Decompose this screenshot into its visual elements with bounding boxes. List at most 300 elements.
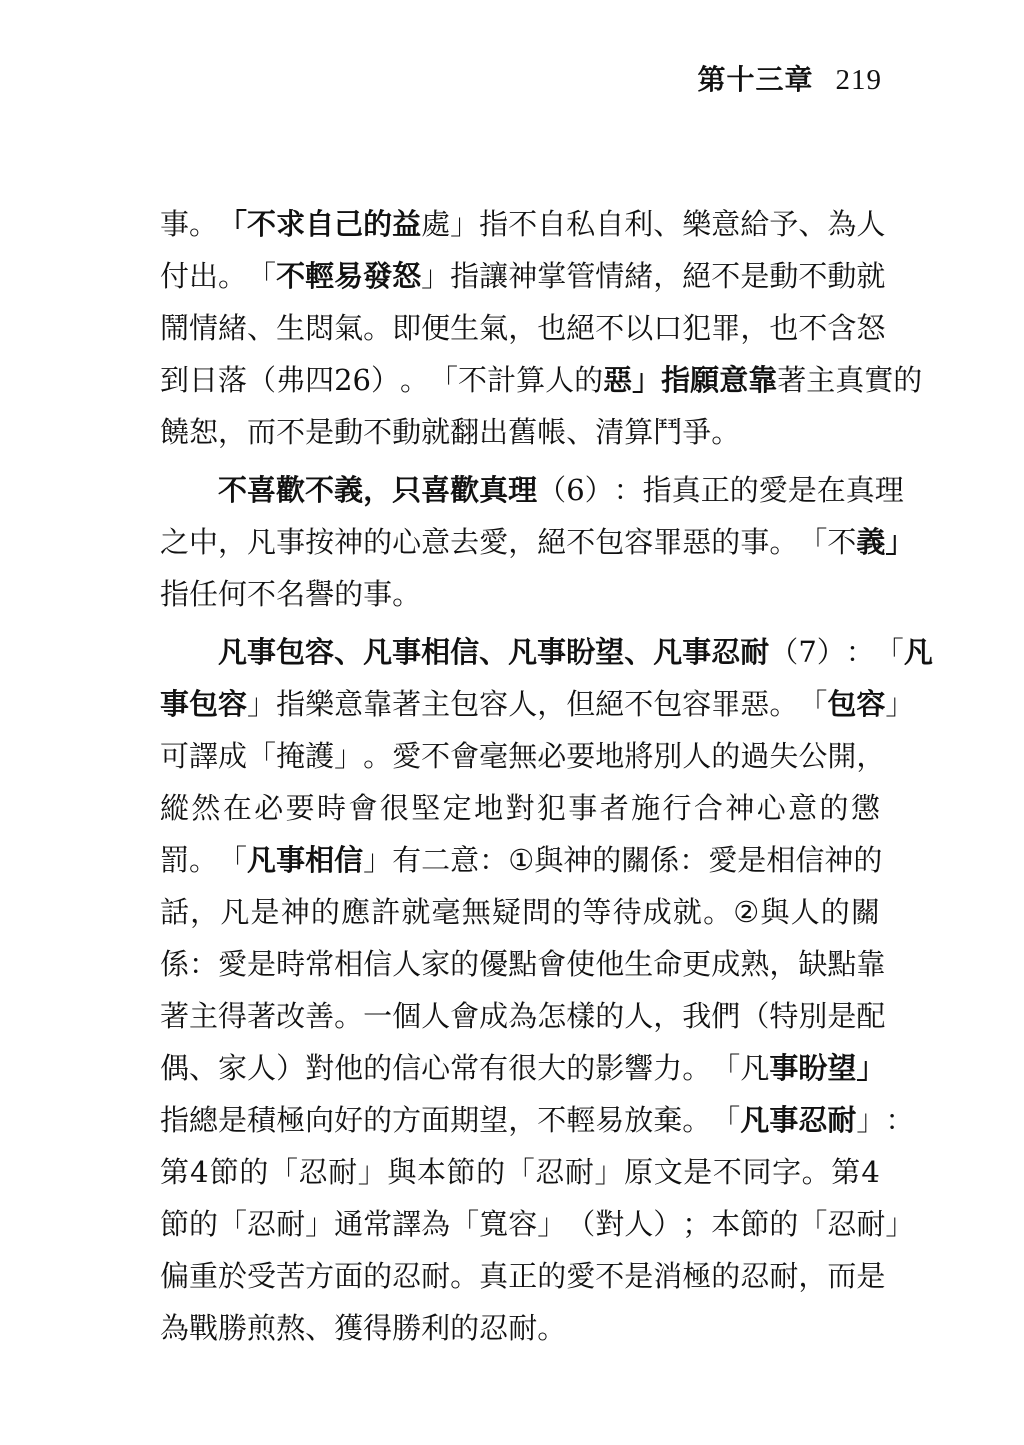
text-char: （ (740, 999, 770, 1033)
text-char: 勝 (392, 1311, 422, 1345)
text-char: 與 (387, 1155, 417, 1189)
text-char: 6 (352, 363, 371, 397)
text-char: 必 (254, 791, 284, 825)
text-char: 忍 (479, 1311, 509, 1345)
text-char: 改 (276, 999, 306, 1033)
text-char: 神 (563, 843, 593, 877)
text-char: 本 (416, 1155, 446, 1189)
text-char: 得 (218, 999, 248, 1033)
text-char: 耐 (564, 1155, 594, 1189)
text-char: 的 (819, 791, 849, 825)
text-char: 理 (874, 473, 904, 507)
text-char: 就 (421, 415, 451, 449)
text-char: ， (508, 525, 538, 559)
text-char: 4 (190, 1155, 209, 1189)
text-char: 。 (363, 311, 393, 345)
text-char: 忍 (392, 1259, 422, 1293)
text-char: 使 (566, 947, 596, 981)
text-char: 真 (671, 473, 701, 507)
text-char: 家 (421, 947, 451, 981)
text-char: 不 (363, 415, 393, 449)
text-char: 、 (653, 207, 683, 241)
text-char: 節 (740, 1207, 770, 1241)
text-char: 是 (250, 895, 280, 929)
text-char: 意 (450, 843, 480, 877)
text-char: 。 (711, 415, 741, 449)
text-line (160, 626, 933, 678)
text-char: 然 (191, 791, 221, 825)
text-char: 的 (566, 1051, 596, 1085)
text-line (160, 302, 886, 354)
text-char: 關 (621, 843, 651, 877)
text-char: 「 (218, 1207, 248, 1241)
text-char: 的 (363, 207, 393, 241)
text-char: 不 (711, 259, 741, 293)
text-char: 施 (631, 791, 661, 825)
text-char: ， (537, 687, 567, 721)
text-char: 第 (831, 1155, 861, 1189)
text-char: 毫 (479, 739, 509, 773)
text-char: 棄 (653, 1103, 683, 1137)
text-char: 。 (769, 687, 799, 721)
text-char: 求 (276, 207, 306, 241)
text-char: 影 (595, 1051, 625, 1085)
text-char: 的 (363, 1103, 393, 1137)
text-char: 指 (642, 473, 672, 507)
text-char: 極 (682, 1259, 712, 1293)
text-char: ， (190, 895, 220, 929)
text-char: 望 (479, 1103, 509, 1137)
text-char: ： (479, 843, 509, 877)
text-char: 」 (885, 1207, 915, 1241)
text-char: 意 (421, 525, 451, 559)
text-char: 關 (850, 895, 880, 929)
text-char: 成 (218, 739, 248, 773)
text-char: 何 (218, 577, 248, 611)
text-char: 、 (624, 635, 654, 669)
text-char: 的 (595, 999, 625, 1033)
text-line (160, 516, 915, 568)
text-char: 不 (421, 739, 451, 773)
text-char: 真 (479, 473, 509, 507)
text-char: ： (885, 1103, 915, 1137)
text-char: 面 (334, 1259, 364, 1293)
text-char: 翻 (450, 415, 480, 449)
text-char: 是 (856, 1259, 886, 1293)
text-line (160, 354, 923, 406)
text-char: 節 (160, 1207, 190, 1241)
text-char: 輕 (305, 259, 335, 293)
text-char: 耐 (769, 1259, 799, 1293)
text-char: 無 (508, 739, 538, 773)
text-char: 為 (421, 1207, 451, 1241)
text-char: 主 (806, 363, 836, 397)
text-char: ） (653, 1207, 683, 1241)
text-char: 與 (760, 895, 790, 929)
text-char: 掌 (537, 259, 567, 293)
text-char: 「 (247, 739, 277, 773)
text-char: 本 (711, 1207, 741, 1241)
text-char: 事 (276, 525, 306, 559)
text-char: ， (740, 311, 770, 345)
text-char: 的 (450, 947, 480, 981)
text-char: 命 (653, 947, 683, 981)
text-char: 而 (247, 415, 277, 449)
text-char: 常 (363, 1207, 393, 1241)
text-char: 真 (845, 473, 875, 507)
text-char: 、 (305, 1311, 335, 1345)
text-char: 指 (276, 687, 306, 721)
text-char: 」 (885, 687, 915, 721)
text-char: 毫 (431, 895, 461, 929)
text-char: 正 (700, 473, 730, 507)
text-char: 受 (247, 1259, 277, 1293)
text-char: 神 (725, 791, 755, 825)
text-char: 著 (777, 363, 807, 397)
text-char: 盼 (566, 635, 596, 669)
text-char: 別 (653, 739, 683, 773)
text-char: 時 (276, 947, 306, 981)
text-char: 「 (711, 1103, 741, 1137)
text-char: 己 (334, 207, 364, 241)
text-char: 耐 (740, 635, 770, 669)
body-text (160, 198, 933, 1354)
text-line (160, 1250, 886, 1302)
text-char: 事 (568, 791, 598, 825)
text-char: 的 (310, 895, 340, 929)
text-char: 著 (392, 687, 422, 721)
text-char: 不 (566, 525, 596, 559)
text-char: 就 (856, 259, 886, 293)
text-char: 」 (247, 687, 277, 721)
text-char: 悶 (305, 311, 335, 345)
text-char: 自 (595, 207, 625, 241)
text-char: 通 (334, 1207, 364, 1241)
text-char: 待 (612, 895, 642, 929)
text-char: 犯 (536, 791, 566, 825)
text-char: 算 (516, 363, 546, 397)
text-char: 點 (827, 947, 857, 981)
text-char: 譯 (392, 1207, 422, 1241)
text-line (160, 568, 880, 620)
text-char: 」 (305, 1207, 335, 1241)
text-char: 事 (740, 525, 770, 559)
text-char: 事 (160, 207, 190, 241)
text-char: 是 (787, 473, 817, 507)
text-char: 行 (662, 791, 692, 825)
text-char: 靠 (748, 363, 778, 397)
text-char: 指 (160, 577, 190, 611)
text-char: 」 (856, 1051, 886, 1085)
text-char: 愛 (392, 739, 422, 773)
text-char: 喜 (247, 473, 277, 507)
text-char: 。 (189, 843, 219, 877)
text-char: 自 (537, 207, 567, 241)
text-char: 個 (392, 999, 422, 1033)
text-char: 信 (334, 843, 364, 877)
text-char: 「 (429, 363, 459, 397)
text-char: 易 (595, 1103, 625, 1137)
text-char: 容 (305, 635, 335, 669)
text-char: 對 (505, 791, 535, 825)
text-char: 向 (305, 1103, 335, 1137)
text-char: 事 (160, 687, 190, 721)
text-char: 絕 (537, 525, 567, 559)
text-char: 7 (798, 635, 817, 669)
text-char: 不 (218, 473, 248, 507)
text-line (160, 938, 886, 990)
text-char: 為 (827, 207, 857, 241)
text-char: 忍 (740, 1259, 770, 1293)
text-char: 更 (682, 947, 712, 981)
text-char: 指 (160, 1103, 190, 1137)
text-char: 他 (334, 1051, 364, 1085)
text-char: 帳 (537, 415, 567, 449)
text-char: 戰 (189, 1311, 219, 1345)
text-char: 、 (334, 635, 364, 669)
text-char: ） (371, 363, 401, 397)
text-char: ， (653, 259, 683, 293)
text-char: 偏 (160, 1259, 190, 1293)
text-char: 不 (798, 259, 828, 293)
text-char: 忍 (247, 1207, 277, 1241)
text-char: 的 (853, 843, 883, 877)
text-char: 時 (317, 791, 347, 825)
chapter-title: 第十三章 (697, 63, 814, 96)
text-char: 、 (566, 415, 596, 449)
text-char: 面 (421, 1103, 451, 1137)
text-char: 輕 (566, 1103, 596, 1137)
text-char: 正 (508, 1259, 538, 1293)
text-char: 不 (595, 1259, 625, 1293)
text-char: 人 (790, 895, 820, 929)
text-char: 相 (334, 947, 364, 981)
text-char: 心 (392, 525, 422, 559)
text-char: 歡 (450, 473, 480, 507)
text-char: 罰 (160, 843, 190, 877)
text-char: 靠 (856, 947, 886, 981)
text-char: 耐 (508, 1311, 538, 1345)
text-char: 包 (595, 525, 625, 559)
text-char: 私 (566, 207, 596, 241)
text-char: 。 (363, 739, 393, 773)
text-char: 人 (421, 999, 451, 1033)
text-char: 響 (624, 1051, 654, 1085)
text-char: 包 (653, 687, 683, 721)
text-char: 事 (682, 635, 712, 669)
text-char: 忍 (798, 1103, 828, 1137)
text-char: ； (682, 1207, 712, 1241)
text-char: 不 (827, 525, 857, 559)
text-char: 要 (285, 791, 315, 825)
text-char: 絕 (566, 311, 596, 345)
text-char: 易 (334, 259, 364, 293)
text-line (160, 464, 904, 516)
text-char: 的 (239, 1155, 269, 1189)
text-char: 計 (487, 363, 517, 397)
text-char: 怒 (392, 259, 422, 293)
text-char: ） (816, 635, 846, 669)
text-line (160, 1198, 915, 1250)
text-char: 望 (595, 635, 625, 669)
text-char: 愛 (479, 525, 509, 559)
text-char: 怒 (856, 311, 886, 345)
text-char: 凡 (740, 1051, 770, 1085)
text-char: 不 (458, 363, 488, 397)
running-header (697, 58, 882, 98)
text-char: 不 (508, 207, 538, 241)
text-char: 於 (218, 1259, 248, 1293)
text-char: 人 (392, 947, 422, 981)
text-char: 信 (392, 1051, 422, 1085)
text-char: 主 (421, 687, 451, 721)
text-char: 緒 (218, 311, 248, 345)
text-char: 。 (537, 1311, 567, 1345)
text-char: 但 (566, 687, 596, 721)
text-char: 對 (595, 1207, 625, 1241)
text-line (160, 406, 880, 458)
text-char: 是 (247, 947, 277, 981)
text-char: 凡 (508, 635, 538, 669)
text-char: 。 (392, 577, 422, 611)
text-char: 只 (392, 473, 422, 507)
text-char: 應 (341, 895, 371, 929)
text-char: 耐 (827, 1103, 857, 1137)
text-char: 消 (653, 1259, 683, 1293)
text-char: 原 (624, 1155, 654, 1189)
text-char: 。 (682, 1051, 712, 1085)
text-char: 也 (769, 311, 799, 345)
text-char: 特 (769, 999, 799, 1033)
text-char: 為 (160, 1311, 190, 1345)
text-char: 真 (835, 363, 865, 397)
text-char: 忍 (711, 635, 741, 669)
text-char: 動 (827, 259, 857, 293)
text-char: 容 (218, 687, 248, 721)
text-char: 。 (769, 525, 799, 559)
text-char: 就 (401, 895, 431, 929)
text-char: 「 (218, 207, 248, 241)
text-char: 力 (653, 1051, 683, 1085)
text-char: 包 (276, 635, 306, 669)
text-char: 常 (305, 947, 335, 981)
text-char: 凡 (740, 1103, 770, 1137)
text-char: 不 (624, 687, 654, 721)
page-number: 219 (835, 64, 882, 96)
text-char: 事 (276, 843, 306, 877)
text-char: 配 (856, 999, 886, 1033)
text-char: 苦 (276, 1259, 306, 1293)
text-char: 有 (392, 843, 422, 877)
text-char: 「 (711, 1051, 741, 1085)
text-char: 神 (824, 843, 854, 877)
text-char: 意 (334, 687, 364, 721)
text-char: 「 (874, 635, 904, 669)
text-char: 事 (247, 635, 277, 669)
text-char: 落 (218, 363, 248, 397)
text-char: 地 (595, 739, 625, 773)
text-char: 凡 (247, 843, 277, 877)
text-char: ② (733, 895, 760, 929)
text-char: 「 (218, 843, 248, 877)
text-char: 神 (508, 259, 538, 293)
text-char: 的 (476, 1155, 506, 1189)
text-char: 勝 (218, 1311, 248, 1345)
text-char: 許 (371, 895, 401, 929)
text-line (160, 1302, 880, 1354)
text-char: 字 (772, 1155, 802, 1189)
text-char: 絕 (595, 687, 625, 721)
text-char: 凡 (903, 635, 933, 669)
text-char: 2 (334, 363, 353, 397)
text-char: 處 (421, 207, 451, 241)
text-char: 煎 (247, 1311, 277, 1345)
text-char: 掩 (276, 739, 306, 773)
text-char: 過 (740, 739, 770, 773)
text-char: 。 (450, 1259, 480, 1293)
text-char: 的 (711, 525, 741, 559)
text-char: 以 (624, 311, 654, 345)
text-char: 「 (247, 259, 277, 293)
text-char: 、 (798, 207, 828, 241)
text-char: 付 (160, 259, 190, 293)
text-line (160, 1094, 915, 1146)
text-char: 名 (276, 577, 306, 611)
text-char: 不 (595, 311, 625, 345)
text-char: 情 (189, 311, 219, 345)
text-char: 容 (856, 687, 886, 721)
text-char: ： (613, 473, 643, 507)
text-char: 縱 (160, 791, 190, 825)
text-char: 成 (642, 895, 672, 929)
text-char: 願 (690, 363, 720, 397)
text-char: 出 (189, 259, 219, 293)
text-char: 去 (450, 525, 480, 559)
text-char: 著 (247, 999, 277, 1033)
text-char: 愛 (566, 1259, 596, 1293)
text-char: 相 (766, 843, 796, 877)
text-char: 的 (592, 843, 622, 877)
text-char: 常 (450, 1051, 480, 1085)
text-char: 點 (508, 947, 538, 981)
text-char: 事 (392, 635, 422, 669)
text-char: ） (584, 473, 614, 507)
text-char: 將 (624, 739, 654, 773)
text-char: 利 (421, 1311, 451, 1345)
text-char: 的 (363, 1259, 393, 1293)
text-char: 是 (305, 415, 335, 449)
text-char: 指 (479, 207, 509, 241)
text-char: 的 (537, 1259, 567, 1293)
text-char: 惡 (603, 363, 633, 397)
text-char: 信 (363, 947, 393, 981)
text-char: 望 (827, 1051, 857, 1085)
text-char: 動 (392, 415, 422, 449)
text-char: 同 (742, 1155, 772, 1189)
text-char: 忍 (827, 1207, 857, 1241)
text-char: 凡 (653, 635, 683, 669)
text-char: 樣 (566, 999, 596, 1033)
text-char: 善 (305, 999, 335, 1033)
text-char: 包 (827, 687, 857, 721)
text-char: 人 (508, 687, 538, 721)
text-char: 很 (508, 1051, 538, 1085)
text-char: 是 (624, 1259, 654, 1293)
text-char: 予 (769, 207, 799, 241)
text-char: 熟 (740, 947, 770, 981)
text-char: 的 (769, 1207, 799, 1241)
text-char: 耐 (856, 1207, 886, 1241)
